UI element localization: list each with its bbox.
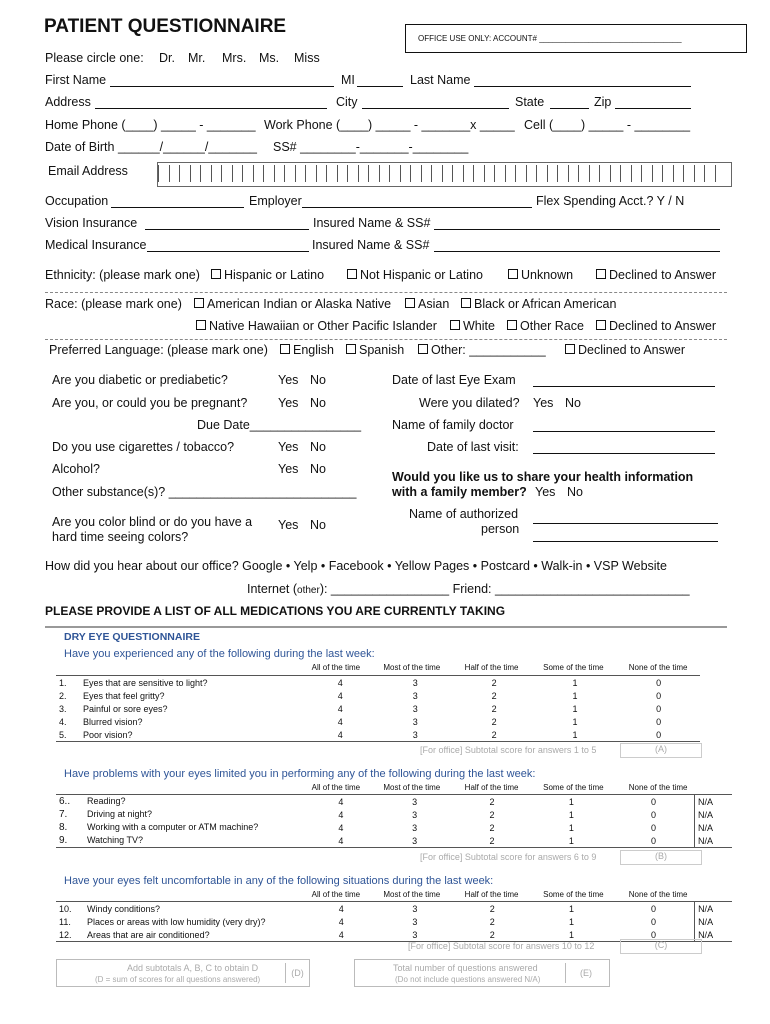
score-3[interactable]: 3 (412, 690, 418, 701)
score-1[interactable]: 1 (568, 929, 574, 940)
na-option[interactable]: N/A (695, 808, 732, 821)
score-1[interactable]: 1 (572, 716, 578, 727)
table-row: 7. Driving at night? 4 3 2 1 0 N/A (56, 808, 732, 821)
score-0[interactable]: 0 (651, 916, 657, 927)
due-date-field[interactable]: Due Date________________ (197, 418, 362, 432)
score-0[interactable]: 0 (656, 690, 662, 701)
column-header: Some of the time (543, 890, 604, 899)
column-header: All of the time (311, 663, 361, 672)
circle-one-label: Please circle one: (45, 51, 144, 65)
work-phone-field[interactable]: Work Phone (____) _____ - _______x _____ (264, 118, 515, 132)
score-0[interactable]: 0 (656, 703, 662, 714)
ethnicity-label: Ethnicity: (please mark one) (45, 268, 200, 282)
column-header: Some of the time (543, 663, 604, 672)
cell-phone-field[interactable]: Cell (____) _____ - ________ (524, 118, 691, 132)
ethnicity-not-hispanic[interactable]: Not Hispanic or Latino (347, 268, 483, 282)
checkbox-icon (450, 320, 460, 330)
medical-insurance-field[interactable] (147, 251, 309, 252)
title-dr[interactable]: Dr. (159, 51, 175, 65)
score-4[interactable]: 4 (338, 903, 344, 914)
section-b-header (56, 781, 700, 794)
score-4[interactable]: 4 (338, 822, 344, 833)
race-declined[interactable]: Declined to Answer (596, 319, 716, 333)
address-field[interactable] (95, 108, 327, 109)
table-row: 1. Eyes that are sensitive to light? 4 3 2 1 0 (56, 676, 700, 689)
other-substance-field[interactable]: Other substance(s)? ___________________________ (52, 485, 357, 499)
language-english[interactable]: English (280, 343, 334, 357)
score-4[interactable]: 4 (338, 835, 344, 846)
score-4[interactable]: 4 (338, 916, 344, 927)
column-header-row (56, 661, 700, 674)
color-blind-question-line2: hard time seeing colors? (52, 530, 189, 544)
score-2[interactable]: 2 (489, 835, 495, 846)
na-option[interactable]: N/A (695, 821, 732, 834)
checkbox-icon (461, 298, 471, 308)
score-2[interactable]: 2 (491, 677, 497, 688)
address-label: Address (45, 95, 91, 109)
total-e-box (354, 959, 610, 987)
race-label: Race: (please mark one) (45, 297, 182, 311)
section-c-subtotal-field[interactable]: (C) (620, 939, 702, 954)
state-field[interactable] (550, 108, 589, 109)
score-4[interactable]: 4 (338, 929, 344, 940)
state-label: State (515, 95, 545, 109)
share-info-no[interactable]: No (567, 485, 583, 499)
checkbox-icon (194, 298, 204, 308)
column-header: Some of the time (543, 783, 604, 792)
checkbox-icon (418, 344, 428, 354)
authorized-person-field-1[interactable] (533, 523, 718, 524)
total-d-note: (D = sum of scores for all questions answered) (95, 975, 261, 984)
section-a-rows (56, 675, 700, 742)
score-4[interactable]: 4 (338, 796, 344, 807)
table-row: 9. Watching TV? 4 3 2 1 0 N/A (56, 834, 732, 847)
section-c-rows (56, 901, 732, 942)
language-spanish[interactable]: Spanish (346, 343, 404, 357)
race-other[interactable]: Other Race (507, 319, 584, 333)
referral-question: How did you hear about our office? Google • Yelp • Facebook • Yellow Pages • Postcard • Walk-in • VSP Website (45, 559, 667, 573)
ethnicity-hispanic[interactable]: Hispanic or Latino (211, 268, 324, 282)
score-4[interactable]: 4 (337, 729, 343, 740)
dilated-question: Were you dilated? (419, 396, 520, 410)
diabetic-no[interactable]: No (310, 373, 326, 387)
checkbox-icon (596, 269, 606, 279)
score-1[interactable]: 1 (568, 822, 574, 833)
medications-heading: PLEASE PROVIDE A LIST OF ALL MEDICATIONS YOU ARE CURRENTLY TAKING (45, 604, 506, 618)
score-3[interactable]: 3 (412, 822, 418, 833)
pregnant-question: Are you, or could you be pregnant? (52, 396, 248, 410)
na-option[interactable]: N/A (695, 928, 732, 941)
diabetic-yes[interactable]: Yes (278, 373, 299, 387)
share-info-yes[interactable]: Yes (535, 485, 556, 499)
email-field[interactable] (157, 162, 732, 187)
insured-name-field-1[interactable] (434, 229, 720, 230)
divider (45, 339, 727, 340)
share-info-question-line2: with a family member? (392, 485, 527, 499)
insured-name-field-2[interactable] (434, 251, 720, 252)
mi-field[interactable] (357, 86, 403, 87)
office-use-box (405, 24, 747, 53)
insured-name-label-2: Insured Name & SS# (312, 238, 430, 252)
total-e-field[interactable]: (E) (565, 963, 606, 983)
alcohol-yes[interactable]: Yes (278, 462, 299, 476)
email-label: Email Address (48, 164, 128, 178)
employer-label: Employer (249, 194, 302, 208)
section-a-prompt: Have you experienced any of the following during the last week: (64, 648, 375, 660)
score-2[interactable]: 2 (491, 729, 497, 740)
zip-label: Zip (594, 95, 612, 109)
section-c-prompt: Have your eyes felt uncomfortable in any of the following situations during the last week: (64, 875, 494, 887)
score-1[interactable]: 1 (568, 809, 574, 820)
checkbox-icon (508, 269, 518, 279)
section-a-subtotal-label: [For office] Subtotal score for answers 1 to 5 (420, 745, 597, 755)
column-header: Most of the time (383, 783, 441, 792)
table-row: 4. Blurred vision? 4 3 2 1 0 (56, 715, 700, 728)
score-2[interactable]: 2 (491, 703, 497, 714)
last-visit-label: Date of last visit: (427, 440, 519, 454)
section-a-subtotal-field[interactable]: (A) (620, 743, 702, 758)
section-b-prompt: Have problems with your eyes limited you in performing any of the following during the last week: (64, 768, 536, 780)
column-header: None of the time (628, 663, 688, 672)
vision-insurance-field[interactable] (145, 229, 309, 230)
ethnicity-unknown[interactable]: Unknown (508, 268, 573, 282)
score-0[interactable]: 0 (650, 796, 656, 807)
total-d-label: Add subtotals A, B, C to obtain D (127, 963, 259, 973)
score-3[interactable]: 3 (412, 677, 418, 688)
total-d-field[interactable]: (D) (285, 963, 309, 983)
section-c-subtotal-label: [For office] Subtotal score for answers 10 to 12 (408, 941, 595, 951)
employer-field[interactable] (302, 207, 532, 208)
occupation-field[interactable] (111, 207, 244, 208)
checkbox-icon (405, 298, 415, 308)
section-b-rows (56, 794, 732, 848)
last-eye-exam-label: Date of last Eye Exam (392, 373, 516, 387)
medical-insurance-label: Medical Insurance (45, 238, 147, 252)
last-visit-field[interactable] (533, 453, 715, 454)
section-b-subtotal-label: [For office] Subtotal score for answers 6 to 9 (420, 852, 597, 862)
score-4[interactable]: 4 (337, 716, 343, 727)
table-row: 8. Working with a computer or ATM machine? 4 3 2 1 0 N/A (56, 821, 732, 834)
authorized-person-label-line2: person (481, 522, 520, 536)
score-2[interactable]: 2 (489, 916, 495, 927)
last-name-field[interactable] (474, 86, 691, 87)
score-4[interactable]: 4 (338, 809, 344, 820)
cigarettes-no[interactable]: No (310, 440, 326, 454)
column-header: None of the time (628, 890, 688, 899)
language-other[interactable]: Other: ___________ (418, 343, 546, 357)
home-phone-field[interactable]: Home Phone (____) _____ - _______ (45, 118, 256, 132)
page-title: PATIENT QUESTIONNAIRE (44, 16, 287, 37)
last-name-label: Last Name (410, 73, 471, 87)
section-b-subtotal-field[interactable]: (B) (620, 850, 702, 865)
table-row: 5. Poor vision? 4 3 2 1 0 (56, 728, 700, 741)
score-3[interactable]: 3 (412, 929, 418, 940)
checkbox-icon (347, 269, 357, 279)
score-1[interactable]: 1 (572, 690, 578, 701)
cigarettes-question: Do you use cigarettes / tobacco? (52, 440, 235, 454)
race-asian[interactable]: Asian (405, 297, 449, 311)
title-mr[interactable]: Mr. (188, 51, 206, 65)
family-doctor-label: Name of family doctor (392, 418, 514, 432)
pregnant-yes[interactable]: Yes (278, 396, 299, 410)
column-header: Most of the time (383, 890, 441, 899)
column-header: Half of the time (464, 663, 519, 672)
table-row: 10. Windy conditions? 4 3 2 1 0 N/A (56, 902, 732, 915)
color-blind-yes[interactable]: Yes (278, 518, 299, 532)
ethnicity-declined[interactable]: Declined to Answer (596, 268, 716, 282)
race-american-indian[interactable]: American Indian or Alaska Native (194, 297, 391, 311)
language-declined[interactable]: Declined to Answer (565, 343, 685, 357)
last-eye-exam-field[interactable] (533, 386, 715, 387)
checkbox-icon (565, 344, 575, 354)
city-label: City (336, 95, 358, 109)
divider (45, 292, 727, 293)
checkbox-icon (596, 320, 606, 330)
race-native-hawaiian[interactable]: Native Hawaiian or Other Pacific Islander (196, 319, 437, 333)
score-0[interactable]: 0 (650, 822, 656, 833)
na-option[interactable]: N/A (695, 902, 732, 915)
score-4[interactable]: 4 (337, 690, 343, 701)
score-4[interactable]: 4 (337, 677, 343, 688)
na-option[interactable]: N/A (695, 834, 732, 847)
section-a-table (56, 661, 700, 674)
alcohol-question: Alcohol? (52, 462, 100, 476)
score-2[interactable]: 2 (489, 929, 495, 940)
score-0[interactable]: 0 (656, 716, 662, 727)
race-black[interactable]: Black or African American (461, 297, 616, 311)
race-white[interactable]: White (450, 319, 495, 333)
table-row: 12. Areas that are air conditioned? 4 3 2 1 0 N/A (56, 928, 732, 941)
score-3[interactable]: 3 (412, 796, 418, 807)
score-3[interactable]: 3 (412, 903, 418, 914)
pregnant-no[interactable]: No (310, 396, 326, 410)
city-field[interactable] (362, 108, 509, 109)
column-header: All of the time (311, 890, 361, 899)
score-0[interactable]: 0 (651, 903, 657, 914)
score-1[interactable]: 1 (572, 729, 578, 740)
score-2[interactable]: 2 (491, 690, 497, 701)
flex-spending-field[interactable]: Flex Spending Acct.? Y / N (536, 194, 685, 208)
dilated-no[interactable]: No (565, 396, 581, 410)
table-row: 3. Painful or sore eyes? 4 3 2 1 0 (56, 702, 700, 715)
total-d-box (56, 959, 310, 987)
score-1[interactable]: 1 (572, 677, 578, 688)
column-header: Half of the time (464, 783, 519, 792)
title-mrs[interactable]: Mrs. (222, 51, 247, 65)
family-doctor-field[interactable] (533, 431, 715, 432)
table-row: 6.. Reading? 4 3 2 1 0 N/A (56, 795, 732, 808)
score-3[interactable]: 3 (412, 703, 418, 714)
cigarettes-yes[interactable]: Yes (278, 440, 299, 454)
office-use-label: OFFICE USE ONLY: ACCOUNT# ________________________________ (418, 34, 682, 43)
score-2[interactable]: 2 (489, 903, 495, 914)
checkbox-icon (346, 344, 356, 354)
score-0[interactable]: 0 (656, 729, 662, 740)
alcohol-no[interactable]: No (310, 462, 326, 476)
color-blind-question-line1: Are you color blind or do you have a (52, 515, 253, 529)
score-3[interactable]: 3 (412, 835, 418, 846)
score-0[interactable]: 0 (650, 835, 656, 846)
score-2[interactable]: 2 (489, 822, 495, 833)
total-e-label: Total number of questions answered (393, 963, 538, 973)
mi-label: MI (341, 73, 355, 87)
score-3[interactable]: 3 (412, 809, 418, 820)
first-name-field[interactable] (110, 86, 334, 87)
section-c-header (56, 888, 700, 901)
table-row: 11. Places or areas with low humidity (very dry)? 4 3 2 1 0 N/A (56, 915, 732, 928)
title-miss[interactable]: Miss (294, 51, 320, 65)
first-name-label: First Name (45, 73, 107, 87)
score-2[interactable]: 2 (489, 796, 495, 807)
total-e-note: (Do not include questions answered N/A) (395, 975, 541, 984)
color-blind-no[interactable]: No (310, 518, 326, 532)
referral-internet-friend-field[interactable]: Internet (other): _________________ Friend: ____________________________ (247, 582, 690, 596)
score-1[interactable]: 1 (568, 916, 574, 927)
occupation-label: Occupation (45, 194, 109, 208)
score-3[interactable]: 3 (412, 729, 418, 740)
column-header: Half of the time (464, 890, 519, 899)
dry-eye-title: DRY EYE QUESTIONNAIRE (64, 631, 200, 643)
divider (45, 626, 727, 628)
score-1[interactable]: 1 (568, 903, 574, 914)
column-header: Most of the time (383, 663, 441, 672)
score-2[interactable]: 2 (491, 716, 497, 727)
column-header: None of the time (628, 783, 688, 792)
checkbox-icon (280, 344, 290, 354)
zip-field[interactable] (615, 108, 691, 109)
score-3[interactable]: 3 (412, 916, 418, 927)
table-row: 2. Eyes that feel gritty? 4 3 2 1 0 (56, 689, 700, 702)
authorized-person-field-2[interactable] (533, 541, 718, 542)
score-3[interactable]: 3 (412, 716, 418, 727)
score-2[interactable]: 2 (489, 809, 495, 820)
na-option[interactable]: N/A (695, 915, 732, 928)
score-0[interactable]: 0 (650, 809, 656, 820)
vision-insurance-label: Vision Insurance (45, 216, 138, 230)
checkbox-icon (196, 320, 206, 330)
score-1[interactable]: 1 (568, 835, 574, 846)
score-4[interactable]: 4 (337, 703, 343, 714)
share-info-question-line1: Would you like us to share your health information (392, 470, 694, 484)
title-ms[interactable]: Ms. (259, 51, 280, 65)
checkbox-icon (211, 269, 221, 279)
score-1[interactable]: 1 (568, 796, 574, 807)
column-header-row (56, 888, 700, 901)
na-option[interactable]: N/A (695, 795, 732, 808)
authorized-person-label-line1: Name of authorized (409, 507, 519, 521)
score-1[interactable]: 1 (572, 703, 578, 714)
score-0[interactable]: 0 (656, 677, 662, 688)
ss-field[interactable]: SS# ________-_______-________ (273, 140, 469, 154)
language-label: Preferred Language: (please mark one) (49, 343, 268, 357)
score-0[interactable]: 0 (651, 929, 657, 940)
dilated-yes[interactable]: Yes (533, 396, 554, 410)
dob-field[interactable]: Date of Birth ______/______/_______ (45, 140, 257, 154)
diabetic-question: Are you diabetic or prediabetic? (52, 373, 228, 387)
column-header-row (56, 781, 700, 794)
column-header: All of the time (311, 783, 361, 792)
checkbox-icon (507, 320, 517, 330)
insured-name-label-1: Insured Name & SS# (313, 216, 431, 230)
